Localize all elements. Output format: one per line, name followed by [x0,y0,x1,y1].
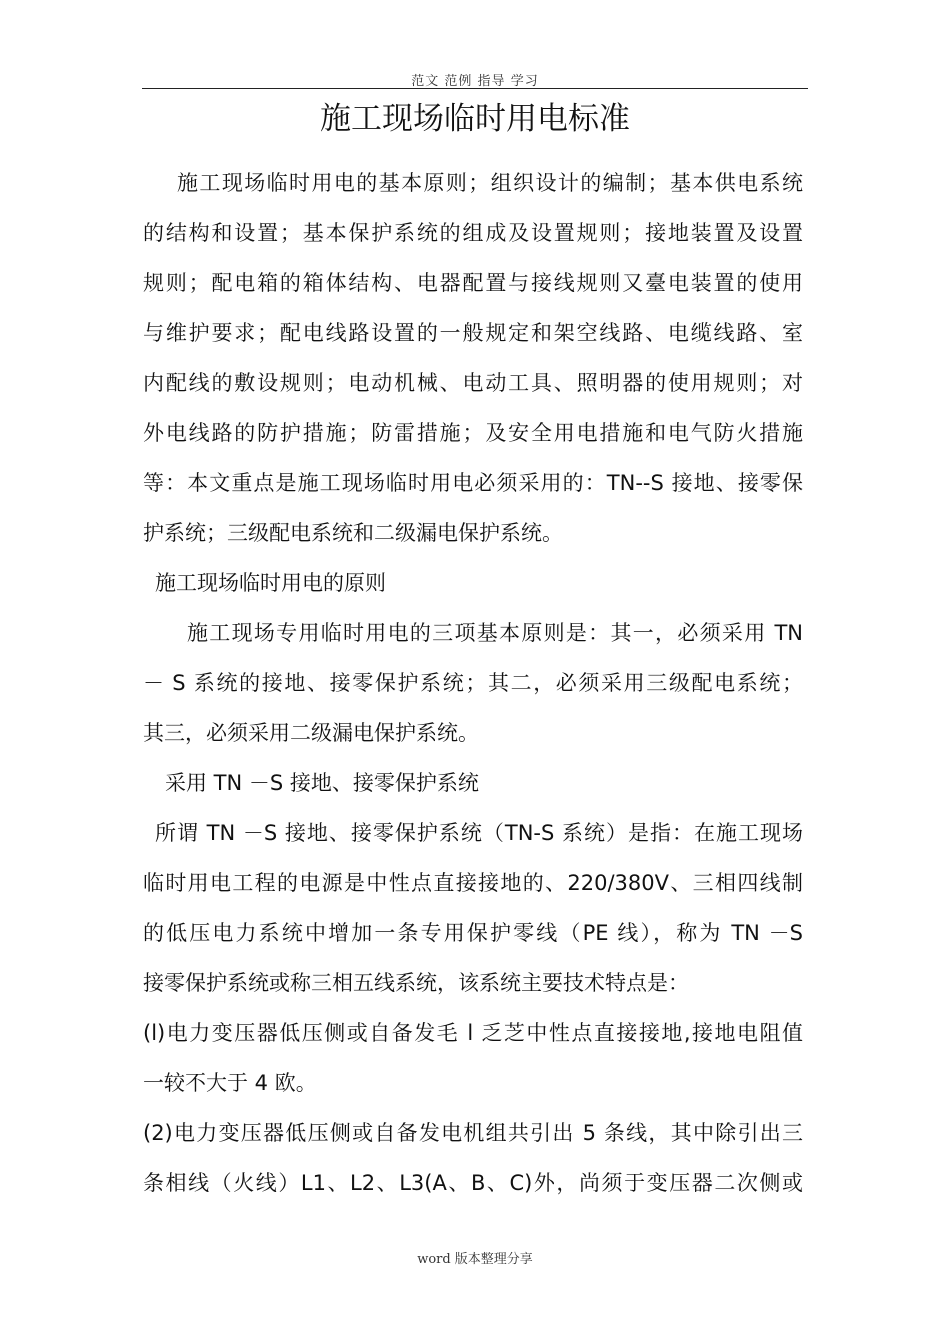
document-title: 施工现场临时用电标准 [320,101,630,137]
document-body [143,158,803,1208]
body-line: 等：本文重点是施工现场临时用电必须采用的：TN--S 接地、接零保 [143,471,803,495]
body-line: 临时用电工程的电源是中性点直接接地的、220/380V、三相四线制 [143,871,803,895]
body-line: (2)电力变压器低压侧或自备发电机组共引出 5 条线，其中除引出三 [143,1121,803,1145]
body-line: 与维护要求；配电线路设置的一般规定和架空线路、电缆线路、室 [143,321,803,345]
body-line: 外电线路的防护措施；防雷措施；及安全用电措施和电气防火措施 [143,421,803,445]
body-line: 规则；配电箱的箱体结构、电器配置与接线规则又臺电装置的使用 [143,271,803,295]
section-heading: 施工现场临时用电的原则 [155,571,386,595]
body-line: 的低压电力系统中增加一条专用保护零线（PE 线），称为 TN －S [143,921,803,945]
body-line: 护系统；三级配电系统和二级漏电保护系统。 [143,521,563,545]
section-heading: 采用 TN －S 接地、接零保护系统 [165,771,479,795]
body-line: 施工现场专用临时用电的三项基本原则是：其一，必须采用 TN [187,621,803,645]
body-line: (l)电力变压器低压侧或自备发毛 l 乏芝中性点直接接地,接地电阻值 [143,1021,803,1045]
body-line: 接零保护系统或称三相五线系统，该系统主要技术特点是： [143,971,689,995]
body-line: 施工现场临时用电的基本原则；组织设计的编制；基本供电系统 [177,171,803,195]
body-line: 一较不大于 4 欧。 [143,1071,317,1095]
body-line: 其三，必须采用二级漏电保护系统。 [143,721,479,745]
body-line: 所谓 TN －S 接地、接零保护系统（TN-S 系统）是指：在施工现场 [155,821,803,845]
header-text: 范文 范例 指导 学习 [411,74,539,89]
body-line: 内配线的敷设规则；电动机械、电动工具、照明器的使用规则；对 [143,371,803,395]
body-line: － S 系统的接地、接零保护系统；其二，必须采用三级配电系统； [143,671,803,695]
body-line: 条相线（火线）L1、L2、L3(A、B、C)外，尚须于变压器二次侧或 [143,1171,803,1195]
page-footer: word 版本整理分享 [417,1252,533,1267]
header-rule [142,88,808,89]
body-line: 的结构和设置；基本保护系统的组成及设置规则；接地装置及设置 [143,221,803,245]
